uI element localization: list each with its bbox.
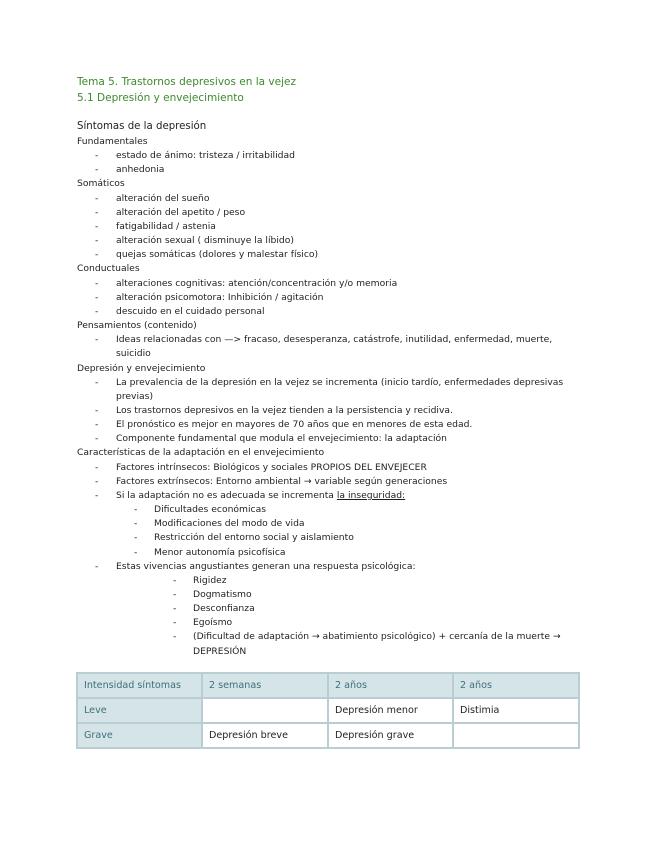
table-cell [453, 723, 579, 748]
list-item: - Los trastornos depresivos en la vejez tienden a la persistencia y recidiva. [95, 404, 453, 416]
table-header-cell: 2 años [328, 673, 453, 698]
list-item: - Ideas relacionadas con —> fracaso, desesperanza, catástrofe, inutilidad, enfermedad, muerte, suicidio [95, 334, 553, 360]
list-item: - Dogmatismo [173, 589, 252, 600]
document-subtitle: 5.1 Depresión y envejecimiento [77, 92, 244, 104]
list-item: - Menor autonomía psicofísica [134, 546, 286, 558]
list-item: - Egoísmo [173, 617, 233, 629]
list-item: - alteración del apetito / peso [95, 206, 246, 218]
heading-conductuales: Conductuales [77, 263, 140, 275]
table-cell: Depresión grave [328, 723, 453, 748]
table-row-label: Grave [77, 723, 202, 748]
table-header-cell: 2 años [453, 673, 579, 698]
table-header-row [77, 673, 579, 698]
document-body [77, 118, 587, 659]
list-item: - Dificultades económicas [134, 504, 267, 516]
list-item: - Componente fundamental que modula el envejecimiento: la adaptación [95, 433, 447, 445]
list-item: - Estas vivencias angustiantes generan una respuesta psicológica: [95, 560, 416, 572]
heading-adaptacion: Características de la adaptación en el envejecimiento [77, 447, 325, 459]
list-item: - Factores extrínsecos: Entorno ambiental → variable según generaciones [95, 475, 448, 487]
list-item: - quejas somáticas (dolores y malestar físico) [95, 249, 319, 261]
table-cell: Distimia [453, 698, 579, 723]
intensity-table [76, 672, 580, 749]
list-item: - alteración psicomotora: Inhibición / agitación [95, 291, 324, 303]
table-cell [202, 698, 328, 723]
underlined-text: la inseguridad: [336, 489, 406, 501]
table-row-label: Leve [77, 698, 202, 723]
list-item: - Modificaciones del modo de vida [134, 518, 305, 530]
list-item: - La prevalencia de la depresión en la vejez se incrementa (inicio tardío, enfermedades depresivas previas) [95, 376, 564, 402]
list-item: - El pronóstico es mejor en mayores de 70 años que en menores de esta edad. [95, 419, 473, 431]
list-item: - fatigabilidad / astenia [95, 220, 216, 232]
list-item: - anhedonia [95, 164, 165, 176]
table-cell: Depresión breve [202, 723, 328, 748]
heading-somaticos: Somáticos [77, 178, 125, 190]
table-row [77, 723, 579, 748]
list-item: - descuido en el cuidado personal [95, 305, 265, 317]
table-header-cell: 2 semanas [202, 673, 328, 698]
list-item: - Si la adaptación no es adecuada se incrementa la inseguridad: [95, 489, 406, 501]
list-item: - Factores intrínsecos: Biológicos y sociales PROPIOS DEL ENVEJECER [95, 461, 427, 473]
section-title-sintomas: Síntomas de la depresión [77, 121, 207, 132]
list-item: - alteraciones cognitivas: atención/concentración y/o memoria [95, 277, 398, 289]
list-item: - Restricción del entorno social y aislamiento [134, 532, 354, 544]
list-item: - Rigidez [173, 574, 227, 586]
list-item: - estado de ánimo: tristeza / irritabilidad [95, 150, 295, 162]
table-cell: Depresión menor [328, 698, 453, 723]
table-header-cell: Intensidad síntomas [77, 673, 202, 698]
table-row [77, 698, 579, 723]
document-title: Tema 5. Trastornos depresivos en la vejez [77, 76, 296, 88]
list-item: - Desconfianza [173, 603, 255, 615]
list-item: - (Dificultad de adaptación → abatimiento psicológico) + cercanía de la muerte → DEPRESIÓN [173, 631, 561, 657]
heading-fundamentales: Fundamentales [77, 136, 148, 147]
heading-depresion-envejecimiento: Depresión y envejecimiento [77, 362, 206, 374]
heading-pensamientos: Pensamientos (contenido) [77, 320, 197, 332]
list-item: - alteración del sueño [95, 192, 210, 204]
list-item: - alteración sexual ( disminuye la líbido) [95, 235, 294, 247]
